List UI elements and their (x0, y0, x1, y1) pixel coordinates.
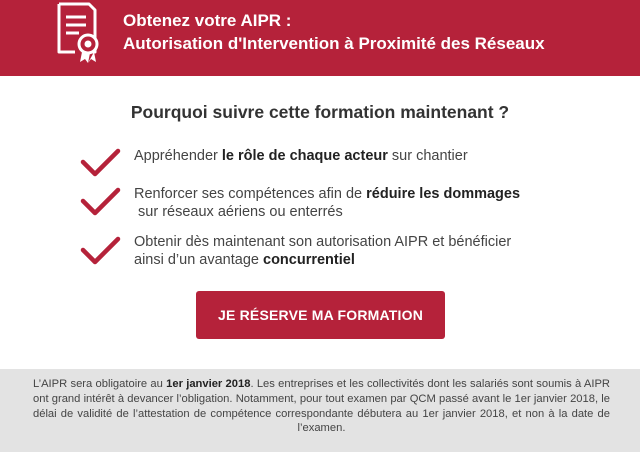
footer-text-date: 1er janvier 2018 (166, 378, 251, 390)
checkmark-icon (80, 187, 122, 217)
footer-text-part1: L’AIPR sera obligatoire au (33, 378, 167, 390)
benefit-text-3-part2: ainsi d’un avantage (134, 252, 263, 268)
benefit-text-2-part1: Renforcer ses compétences afin de (134, 186, 367, 202)
footer-text (33, 377, 610, 436)
benefit-text-3-bold: concurrentiel (263, 252, 355, 268)
reserve-formation-button[interactable]: JE RÉSERVE MA FORMATION (196, 291, 445, 339)
benefit-text-2-bold: réduire les dommages (366, 186, 521, 202)
benefit-text-2 (134, 185, 604, 221)
benefit-text-1-part1: Appréhender (134, 148, 222, 164)
section-title: Pourquoi suivre cette formation maintenant ? (130, 102, 510, 122)
benefit-text-2-line2: sur réseaux aériens ou enterrés (134, 204, 343, 220)
benefit-text-1-part2: sur chantier (387, 148, 468, 164)
header-title-line1: Obtenez votre AIPR : (123, 11, 292, 30)
checkmark-icon (80, 236, 122, 266)
checkmark-icon (80, 148, 122, 178)
certificate-icon (50, 2, 108, 64)
benefit-text-1-bold: le rôle de chaque acteur (221, 148, 388, 164)
footer-notice (0, 369, 640, 452)
benefit-text-1 (134, 147, 604, 165)
benefit-item-3 (0, 230, 640, 280)
benefit-text-3 (134, 233, 604, 269)
footer-text-part2: . Les entreprises et les collectivités dont les salariés sont soumis à AIPR ont grand intérêt à devancer l’obligation. Notamment, pour tout examen par QCM passé avant le 1er janvier 2018, le délai de validité de l’attestation de compétence correspondante débutera au 1er janvier 2018, et non à la date de l’examen. (33, 378, 610, 435)
header-banner (0, 0, 640, 76)
benefit-text-3-line1: Obtenir dès maintenant son autorisation AIPR et bénéficier (134, 234, 512, 250)
benefit-item-2 (0, 182, 640, 232)
header-title-line2: Autorisation d'Intervention à Proximité des Réseaux (123, 34, 545, 53)
header-title (123, 9, 633, 55)
